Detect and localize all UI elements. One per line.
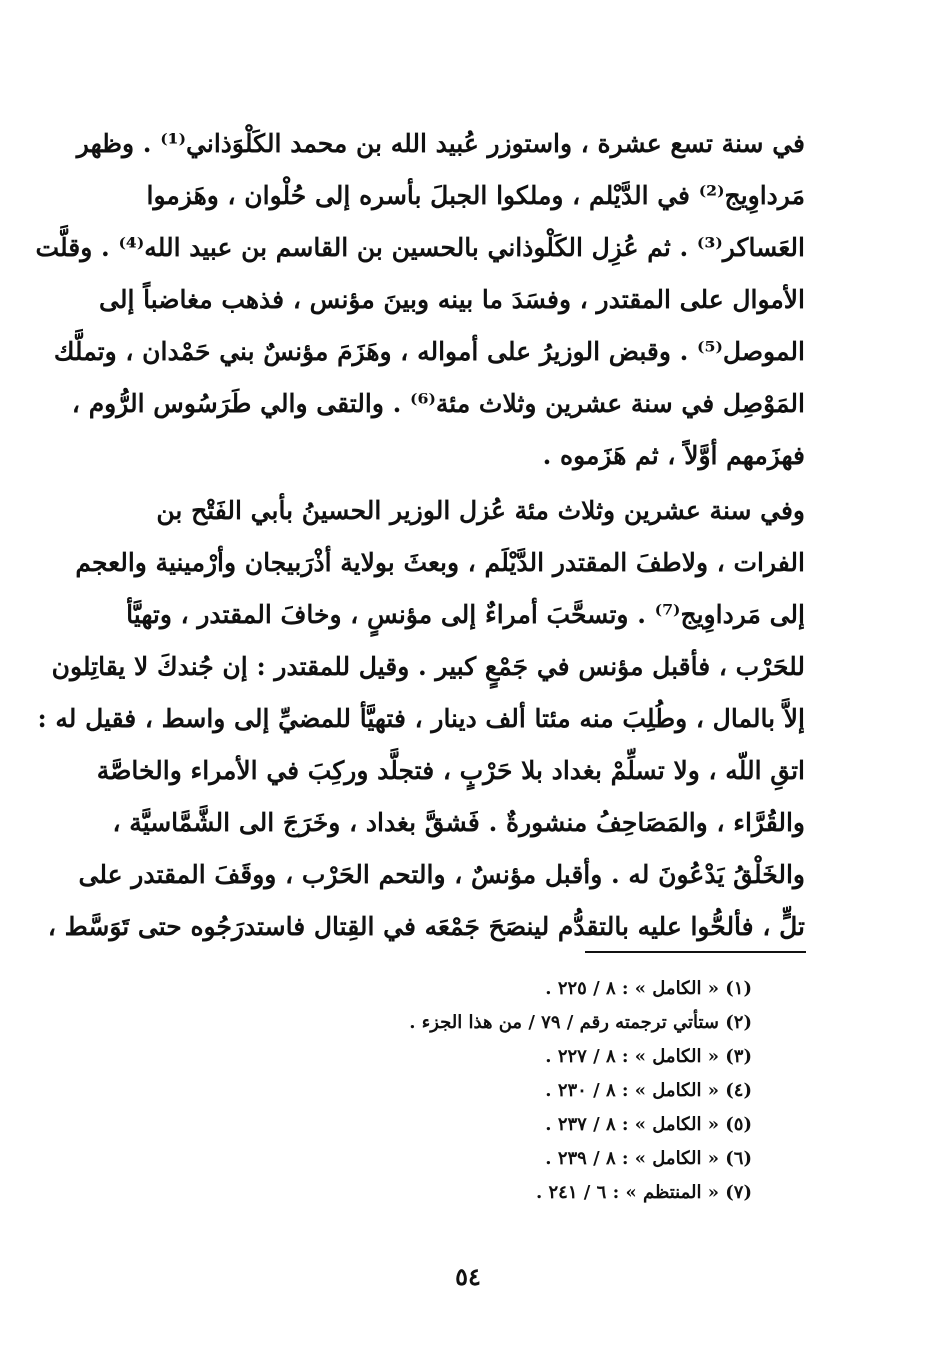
footnote: (٤) « الكامل » : ٨ / ٢٣٠ .	[545, 1080, 752, 1101]
footnote: (٥) « الكامل » : ٨ / ٢٣٧ .	[545, 1114, 752, 1135]
footnote: (١) « الكامل » : ٨ / ٢٢٥ .	[545, 978, 752, 999]
text-line: إلاَّ بالمال ، وطُلِبَ منه مئتا ألف دينار ، فتهيَّأ للمضيِّ إلى واسط ، فقيل له :	[37, 704, 805, 733]
footnote: (٢) ستأتي ترجمته رقم / ٧٩ / من هذا الجزء .	[409, 1012, 752, 1033]
text-line: تلٍّ ، فألحُّوا عليه بالتقدُّم لينصَحَ جَمْعَه في القِتال فاستدرَجُوه حتى تَوَسَّط ،	[47, 912, 805, 941]
text-line: والقُرَّاء ، والمَصَاحِفُ منشورةٌ . فَشقَّ بغداد ، وخَرَجَ الى الشَّمَّاسيَّة ،	[112, 808, 805, 837]
footnote: (٣) « الكامل » : ٨ / ٢٢٧ .	[545, 1046, 752, 1067]
text-line: الفرات ، ولاطفَ المقتدر الدَّيْلَم ، وبعثَ بولاية أذْرَبيجان وأرْمينية والعجم	[75, 548, 805, 577]
text-line: للحَرْب ، فأقبل مؤنس في جَمْعٍ كبير . وقيل للمقتدر : إن جُندكَ لا يقاتِلون	[51, 652, 805, 681]
text-line: في سنة تسع عشرة ، واستوزر عُبيد الله بن محمد الكَلْوَذاني⁽¹⁾ . وظهر	[76, 129, 805, 158]
text-line: العَساكر⁽³⁾ . ثم عُزِل الكَلْوذاني بالحسين بن القاسم بن عبيد الله⁽⁴⁾ . وقلَّت	[35, 233, 805, 262]
footnotes	[300, 972, 752, 1210]
text-line: الموصل⁽⁵⁾ . وقبض الوزيرُ على أمواله ، وهَزَمَ مؤنسٌ بني حَمْدان ، وتملَّك	[53, 337, 805, 366]
text-line: فهزَمهم أوَّلاً ، ثم هَزَموه .	[542, 441, 805, 470]
page-number: ٥٤	[455, 1262, 481, 1291]
footnote: (٦) « الكامل » : ٨ / ٢٣٩ .	[545, 1148, 752, 1169]
text-line: الأموال على المقتدر ، وفسَدَ ما بينه وبينَ مؤنس ، فذهب مغاضباً إلى	[99, 285, 805, 314]
text-line: والخَلْقُ يَدْعُونَ له . وأقبل مؤنسٌ ، والتحم الحَرْب ، ووقَفَ المقتدر على	[78, 860, 805, 889]
text-line: إلى مَرداوِيج⁽⁷⁾ . وتسحَّبَ أمراءٌ إلى مؤنسٍ ، وخافَ المقتدر ، وتهيَّأ	[126, 600, 805, 629]
footnote: (٧) « المنتظم » : ٦ / ٢٤١ .	[535, 1182, 752, 1203]
text-line: مَرداوِيج⁽²⁾ في الدَّيْلم ، وملكوا الجبلَ بأسره إلى حُلْوان ، وهَزموا	[146, 181, 805, 210]
footnote-divider	[585, 951, 806, 953]
text-line: المَوْصِل في سنة عشرين وثلاث مئة⁽⁶⁾ . والتقى والي طَرَسُوس الرُّوم ،	[71, 389, 805, 418]
text-line: اتقِ اللّه ، ولا تسلِّمْ بغداد بلا حَرْبٍ ، فتجلَّد وركِبَ في الأمراء والخاصَّة	[96, 756, 805, 785]
paragraph-1	[35, 118, 805, 482]
text-line: وفي سنة عشرين وثلاث مئة عُزل الوزير الحسينُ بأبي الفَتْح بن	[156, 496, 805, 525]
paragraph-2	[37, 485, 805, 953]
